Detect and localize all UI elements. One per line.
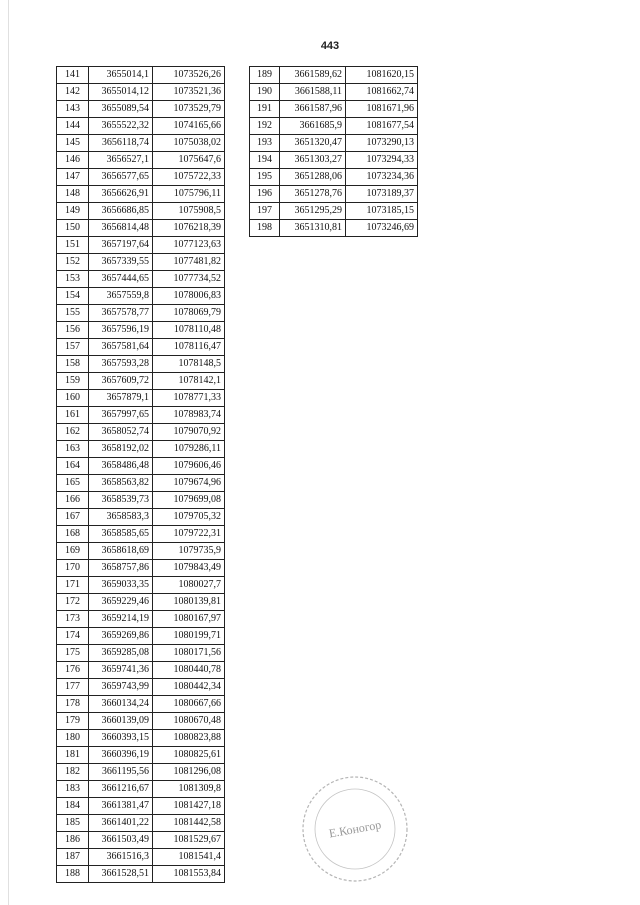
y-coordinate-cell: 1081442,58 [153,815,225,832]
point-number-cell: 198 [250,220,280,237]
point-number-cell: 163 [57,441,89,458]
scan-edge-line [8,0,9,905]
point-number-cell: 156 [57,322,89,339]
point-number-cell: 157 [57,339,89,356]
table-row [57,679,225,696]
point-number-cell: 186 [57,832,89,849]
table-row [57,526,225,543]
y-coordinate-cell: 1080442,34 [153,679,225,696]
x-coordinate-cell: 3661587,96 [280,101,346,118]
x-coordinate-cell: 3657559,8 [89,288,153,305]
table-row [250,203,418,220]
table-row [57,152,225,169]
y-coordinate-cell: 1075647,6 [153,152,225,169]
table-row [57,866,225,883]
y-coordinate-cell: 1080667,66 [153,696,225,713]
table-row [250,101,418,118]
table-row [57,781,225,798]
point-number-cell: 177 [57,679,89,696]
x-coordinate-cell: 3661516,3 [89,849,153,866]
point-number-cell: 196 [250,186,280,203]
point-number-cell: 168 [57,526,89,543]
x-coordinate-cell: 3659743,99 [89,679,153,696]
x-coordinate-cell: 3655014,12 [89,84,153,101]
y-coordinate-cell: 1080171,56 [153,645,225,662]
point-number-cell: 174 [57,628,89,645]
point-number-cell: 193 [250,135,280,152]
coordinates-table-left [56,66,225,883]
point-number-cell: 175 [57,645,89,662]
y-coordinate-cell: 1075722,33 [153,169,225,186]
y-coordinate-cell: 1079699,08 [153,492,225,509]
point-number-cell: 149 [57,203,89,220]
y-coordinate-cell: 1075908,5 [153,203,225,220]
x-coordinate-cell: 3651295,29 [280,203,346,220]
x-coordinate-cell: 3661195,56 [89,764,153,781]
point-number-cell: 155 [57,305,89,322]
x-coordinate-cell: 3661685,9 [280,118,346,135]
x-coordinate-cell: 3657879,1 [89,390,153,407]
y-coordinate-cell: 1079722,31 [153,526,225,543]
x-coordinate-cell: 3660139,09 [89,713,153,730]
y-coordinate-cell: 1081553,84 [153,866,225,883]
point-number-cell: 162 [57,424,89,441]
y-coordinate-cell: 1078142,1 [153,373,225,390]
y-coordinate-cell: 1073526,26 [153,67,225,84]
y-coordinate-cell: 1077123,63 [153,237,225,254]
point-number-cell: 169 [57,543,89,560]
point-number-cell: 141 [57,67,89,84]
y-coordinate-cell: 1077734,52 [153,271,225,288]
table-row [57,203,225,220]
y-coordinate-cell: 1078148,5 [153,356,225,373]
x-coordinate-cell: 3657593,28 [89,356,153,373]
table-row [57,696,225,713]
point-number-cell: 146 [57,152,89,169]
point-number-cell: 161 [57,407,89,424]
x-coordinate-cell: 3651310,81 [280,220,346,237]
x-coordinate-cell: 3661528,51 [89,866,153,883]
point-number-cell: 152 [57,254,89,271]
y-coordinate-cell: 1078006,83 [153,288,225,305]
point-number-cell: 188 [57,866,89,883]
y-coordinate-cell: 1081427,18 [153,798,225,815]
point-number-cell: 194 [250,152,280,169]
point-number-cell: 181 [57,747,89,764]
table-row [57,509,225,526]
point-number-cell: 153 [57,271,89,288]
table-row [57,832,225,849]
y-coordinate-cell: 1078110,48 [153,322,225,339]
x-coordinate-cell: 3661216,67 [89,781,153,798]
y-coordinate-cell: 1080823,88 [153,730,225,747]
point-number-cell: 159 [57,373,89,390]
page-number: 443 [320,40,340,52]
table-row [57,815,225,832]
table-row [57,594,225,611]
table-row [57,407,225,424]
table-row [57,560,225,577]
y-coordinate-cell: 1080670,48 [153,713,225,730]
table-row [250,186,418,203]
x-coordinate-cell: 3658583,3 [89,509,153,526]
x-coordinate-cell: 3657581,64 [89,339,153,356]
point-number-cell: 154 [57,288,89,305]
table-row [57,543,225,560]
point-number-cell: 187 [57,849,89,866]
table-row [57,747,225,764]
table-row [57,611,225,628]
point-number-cell: 172 [57,594,89,611]
point-number-cell: 158 [57,356,89,373]
point-number-cell: 165 [57,475,89,492]
table-row [250,84,418,101]
y-coordinate-cell: 1074165,66 [153,118,225,135]
point-number-cell: 147 [57,169,89,186]
x-coordinate-cell: 3659214,19 [89,611,153,628]
x-coordinate-cell: 3660134,24 [89,696,153,713]
point-number-cell: 190 [250,84,280,101]
point-number-cell: 142 [57,84,89,101]
x-coordinate-cell: 3657444,65 [89,271,153,288]
point-number-cell: 197 [250,203,280,220]
point-number-cell: 145 [57,135,89,152]
table-row [57,220,225,237]
x-coordinate-cell: 3660393,15 [89,730,153,747]
x-coordinate-cell: 3657578,77 [89,305,153,322]
x-coordinate-cell: 3658486,48 [89,458,153,475]
y-coordinate-cell: 1077481,82 [153,254,225,271]
table-row [250,67,418,84]
point-number-cell: 195 [250,169,280,186]
table-row [57,645,225,662]
y-coordinate-cell: 1081541,4 [153,849,225,866]
point-number-cell: 178 [57,696,89,713]
point-number-cell: 144 [57,118,89,135]
point-number-cell: 184 [57,798,89,815]
x-coordinate-cell: 3657997,65 [89,407,153,424]
y-coordinate-cell: 1078983,74 [153,407,225,424]
y-coordinate-cell: 1076218,39 [153,220,225,237]
table-row [57,713,225,730]
x-coordinate-cell: 3656527,1 [89,152,153,169]
table-row [250,118,418,135]
x-coordinate-cell: 3651278,76 [280,186,346,203]
y-coordinate-cell: 1078069,79 [153,305,225,322]
table-row [57,764,225,781]
point-number-cell: 164 [57,458,89,475]
y-coordinate-cell: 1079843,49 [153,560,225,577]
table-row [57,322,225,339]
x-coordinate-cell: 3658757,86 [89,560,153,577]
table-row [57,798,225,815]
point-number-cell: 189 [250,67,280,84]
y-coordinate-cell: 1080199,71 [153,628,225,645]
table-row [57,492,225,509]
point-number-cell: 192 [250,118,280,135]
table-row [250,135,418,152]
x-coordinate-cell: 3659285,08 [89,645,153,662]
y-coordinate-cell: 1081529,67 [153,832,225,849]
y-coordinate-cell: 1081296,08 [153,764,225,781]
x-coordinate-cell: 3661401,22 [89,815,153,832]
y-coordinate-cell: 1078771,33 [153,390,225,407]
x-coordinate-cell: 3659229,46 [89,594,153,611]
round-seal-stamp [296,770,414,888]
table-row [57,849,225,866]
x-coordinate-cell: 3651303,27 [280,152,346,169]
y-coordinate-cell: 1081662,74 [346,84,418,101]
point-number-cell: 176 [57,662,89,679]
table-row [57,577,225,594]
y-coordinate-cell: 1079070,92 [153,424,225,441]
y-coordinate-cell: 1081309,8 [153,781,225,798]
point-number-cell: 167 [57,509,89,526]
table-row [57,237,225,254]
y-coordinate-cell: 1075796,11 [153,186,225,203]
x-coordinate-cell: 3658618,69 [89,543,153,560]
y-coordinate-cell: 1080139,81 [153,594,225,611]
table-row [57,186,225,203]
table-row [57,458,225,475]
point-number-cell: 179 [57,713,89,730]
table-row [57,662,225,679]
y-coordinate-cell: 1073294,33 [346,152,418,169]
y-coordinate-cell: 1073290,13 [346,135,418,152]
seal-text: Е.Коногор [327,817,383,841]
table-row [250,152,418,169]
table-row [57,390,225,407]
table-row [57,339,225,356]
y-coordinate-cell: 1080027,7 [153,577,225,594]
table-row [57,84,225,101]
table-row [57,373,225,390]
table-row [57,118,225,135]
x-coordinate-cell: 3661503,49 [89,832,153,849]
y-coordinate-cell: 1081677,54 [346,118,418,135]
point-number-cell: 180 [57,730,89,747]
x-coordinate-cell: 3656814,48 [89,220,153,237]
x-coordinate-cell: 3659269,86 [89,628,153,645]
y-coordinate-cell: 1081620,15 [346,67,418,84]
table-row [57,475,225,492]
point-number-cell: 170 [57,560,89,577]
table-row [57,254,225,271]
point-number-cell: 173 [57,611,89,628]
table-row [57,288,225,305]
table-row [57,356,225,373]
point-number-cell: 143 [57,101,89,118]
x-coordinate-cell: 3661589,62 [280,67,346,84]
table-row [57,67,225,84]
x-coordinate-cell: 3658052,74 [89,424,153,441]
coordinates-table-right [249,66,418,237]
y-coordinate-cell: 1073521,36 [153,84,225,101]
x-coordinate-cell: 3655014,1 [89,67,153,84]
x-coordinate-cell: 3656686,85 [89,203,153,220]
x-coordinate-cell: 3659741,36 [89,662,153,679]
y-coordinate-cell: 1081671,96 [346,101,418,118]
y-coordinate-cell: 1073246,69 [346,220,418,237]
table-row [57,730,225,747]
point-number-cell: 160 [57,390,89,407]
x-coordinate-cell: 3658192,02 [89,441,153,458]
table-row [57,271,225,288]
table-row [57,135,225,152]
y-coordinate-cell: 1079286,11 [153,441,225,458]
point-number-cell: 185 [57,815,89,832]
y-coordinate-cell: 1080167,97 [153,611,225,628]
x-coordinate-cell: 3656626,91 [89,186,153,203]
point-number-cell: 191 [250,101,280,118]
x-coordinate-cell: 3659033,35 [89,577,153,594]
x-coordinate-cell: 3658585,65 [89,526,153,543]
point-number-cell: 182 [57,764,89,781]
y-coordinate-cell: 1073529,79 [153,101,225,118]
x-coordinate-cell: 3661381,47 [89,798,153,815]
x-coordinate-cell: 3657609,72 [89,373,153,390]
table-row [250,220,418,237]
table-row [57,424,225,441]
x-coordinate-cell: 3656118,74 [89,135,153,152]
y-coordinate-cell: 1079705,32 [153,509,225,526]
point-number-cell: 148 [57,186,89,203]
point-number-cell: 151 [57,237,89,254]
y-coordinate-cell: 1075038,02 [153,135,225,152]
x-coordinate-cell: 3657596,19 [89,322,153,339]
y-coordinate-cell: 1079606,46 [153,458,225,475]
table-row [57,101,225,118]
x-coordinate-cell: 3655522,32 [89,118,153,135]
table-row [57,441,225,458]
x-coordinate-cell: 3657339,55 [89,254,153,271]
x-coordinate-cell: 3661588,11 [280,84,346,101]
table-row [250,169,418,186]
point-number-cell: 183 [57,781,89,798]
x-coordinate-cell: 3656577,65 [89,169,153,186]
y-coordinate-cell: 1079674,96 [153,475,225,492]
y-coordinate-cell: 1080440,78 [153,662,225,679]
y-coordinate-cell: 1078116,47 [153,339,225,356]
point-number-cell: 150 [57,220,89,237]
x-coordinate-cell: 3658539,73 [89,492,153,509]
point-number-cell: 171 [57,577,89,594]
table-row [57,628,225,645]
x-coordinate-cell: 3658563,82 [89,475,153,492]
x-coordinate-cell: 3651320,47 [280,135,346,152]
y-coordinate-cell: 1073189,37 [346,186,418,203]
x-coordinate-cell: 3651288,06 [280,169,346,186]
table-row [57,305,225,322]
y-coordinate-cell: 1073185,15 [346,203,418,220]
x-coordinate-cell: 3657197,64 [89,237,153,254]
y-coordinate-cell: 1079735,9 [153,543,225,560]
y-coordinate-cell: 1073234,36 [346,169,418,186]
table-row [57,169,225,186]
point-number-cell: 166 [57,492,89,509]
x-coordinate-cell: 3660396,19 [89,747,153,764]
x-coordinate-cell: 3655089,54 [89,101,153,118]
y-coordinate-cell: 1080825,61 [153,747,225,764]
